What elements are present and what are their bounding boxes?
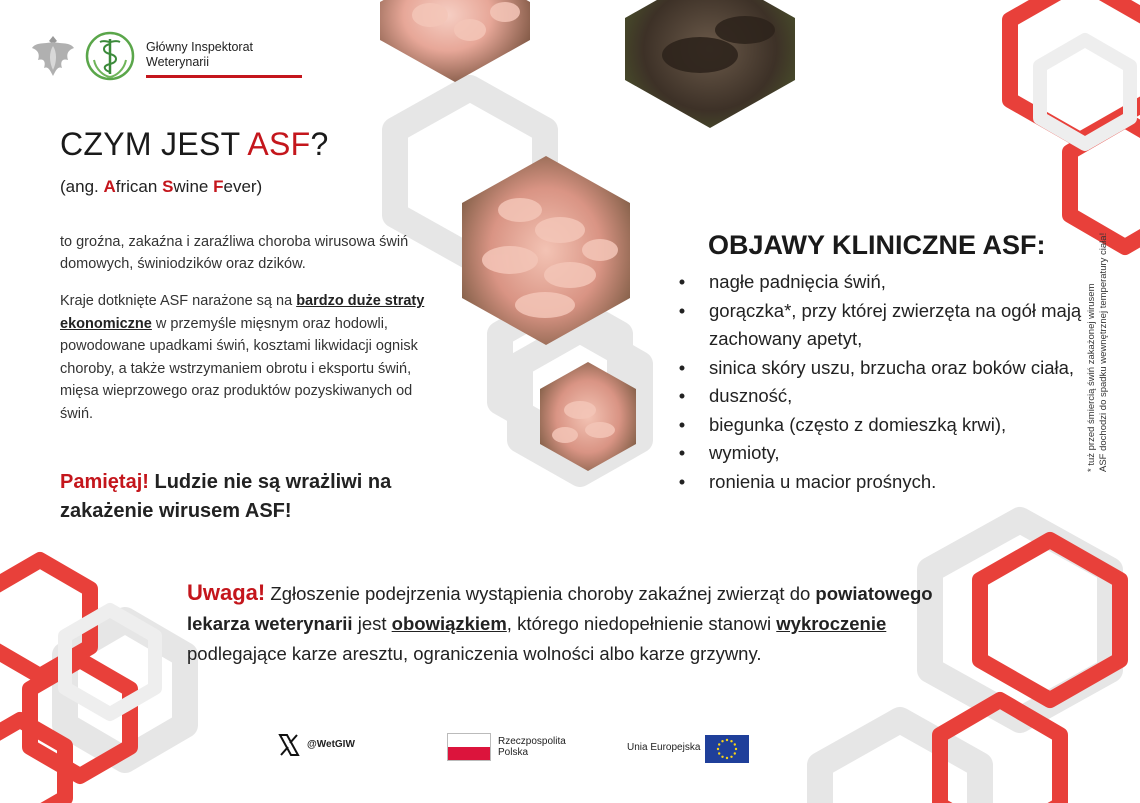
rp-label (498, 736, 588, 758)
reporting-notice (187, 578, 947, 669)
list-item (672, 268, 1082, 297)
list-item (672, 439, 1082, 468)
list-item (672, 468, 1082, 497)
symptom-text: biegunka (często z domieszką krwi), (709, 413, 1007, 435)
symptom-text: gorączka*, przy której zwierzęta na ogół mają zachowany apetyt, (709, 299, 1082, 349)
symptoms-list (672, 268, 1082, 496)
institution-underline (146, 75, 302, 78)
poland-flag-icon (447, 733, 491, 761)
subtitle-letter-s: S (162, 177, 174, 196)
subtitle-open: (ang. (60, 177, 104, 196)
footnote-line1: * tuż przed śmiercią świń zakażonej wirusem (1086, 283, 1097, 472)
eagle-emblem-icon (30, 32, 76, 82)
institution-name-line2: Weterynarii (146, 55, 209, 69)
subtitle-word3: ever) (223, 177, 263, 196)
notice-text1: Zgłoszenie podejrzenia wystąpienia choroby zakaźnej zwierząt do (265, 583, 816, 604)
x-logo-icon[interactable] (278, 733, 300, 757)
symptom-text: nagłe padnięcia świń, (709, 271, 886, 292)
subtitle-letter-f: F (213, 177, 224, 196)
eu-flag-icon (705, 735, 749, 763)
notice-vet-emphasis: powiatowego lekarza weterynarii (187, 583, 933, 634)
remember-accent: Pamiętaj! (60, 471, 149, 493)
rp-label-line1: Rzeczpospolita (498, 736, 566, 747)
eu-label: Unia Europejska (627, 742, 701, 753)
remember-callout (60, 468, 420, 526)
rp-label-line2: Polska (498, 747, 529, 758)
symptoms-title: OBJAWY KLINICZNE ASF: (708, 230, 1046, 260)
title-suffix: ? (310, 126, 329, 162)
institution-name (146, 40, 306, 70)
bullet-icon: • (678, 470, 686, 492)
title-prefix: CZYM JEST (60, 126, 248, 162)
notice-text4: podlegające karze aresztu, ograniczenia wolności albo karze grzywny. (187, 643, 762, 664)
economic-paragraph (60, 290, 435, 425)
subtitle-word2: wine (173, 177, 214, 196)
economic-paragraph-end: w przemyśle mięsnym oraz hodowli, powodowane upadkami świń, kosztami likwidacji ognisk choroby, a także wstrzymaniem obrotu i eksportu świń, mięsa wieprzowego oraz produktów pozyskiwanych od świń. (60, 315, 418, 422)
notice-text2: jest (352, 613, 392, 634)
symptom-text: duszność, (709, 385, 793, 406)
bullet-icon: • (678, 413, 686, 435)
notice-offence-emphasis: wykroczenie (776, 613, 887, 634)
notice-obligation-emphasis: obowiązkiem (391, 613, 507, 634)
intro-paragraph: to groźna, zakaźna i zaraźliwa choroba wirusowa świń domowych, świniodzików oraz dzików. (60, 234, 409, 272)
page-title (60, 126, 329, 163)
bullet-icon: • (678, 271, 686, 292)
fever-footnote (1086, 172, 1110, 472)
notice-accent: Uwaga! (187, 580, 266, 605)
list-item (672, 382, 1082, 411)
list-item (672, 297, 1082, 354)
symptom-text: sinica skóry uszu, brzucha oraz boków ciała, (709, 356, 1075, 378)
remember-text: Ludzie nie są wrażliwi na zakażenie wirusem ASF! (60, 471, 392, 522)
subtitle-letter-a: A (103, 177, 116, 196)
social-handle[interactable]: @WetGIW (307, 739, 355, 750)
title-accent: ASF (247, 126, 311, 162)
header-logos (30, 28, 305, 82)
subtitle-word1: frican (115, 177, 163, 196)
bullet-icon: • (678, 356, 686, 378)
symptom-text: ronienia u macior prośnych. (709, 470, 937, 492)
list-item (672, 354, 1082, 383)
economic-paragraph-start: Kraje dotknięte ASF narażone są na (60, 293, 297, 309)
footnote-line2: ASF dochodzi do spadku wewnętrznej temperatury ciała! (1098, 232, 1109, 472)
list-item (672, 411, 1082, 440)
symptom-text: wymioty, (709, 442, 780, 463)
institution-name-line1: Główny Inspektorat (146, 40, 253, 54)
bullet-icon: • (678, 299, 686, 321)
bullet-icon: • (678, 385, 686, 406)
giw-caduceus-icon (84, 30, 136, 82)
page-subtitle (60, 177, 262, 197)
economic-losses-emphasis: bardzo duże straty ekonomiczne (60, 293, 425, 332)
notice-text3: , którego niedopełnienie stanowi (506, 613, 777, 634)
bullet-icon: • (678, 442, 686, 463)
